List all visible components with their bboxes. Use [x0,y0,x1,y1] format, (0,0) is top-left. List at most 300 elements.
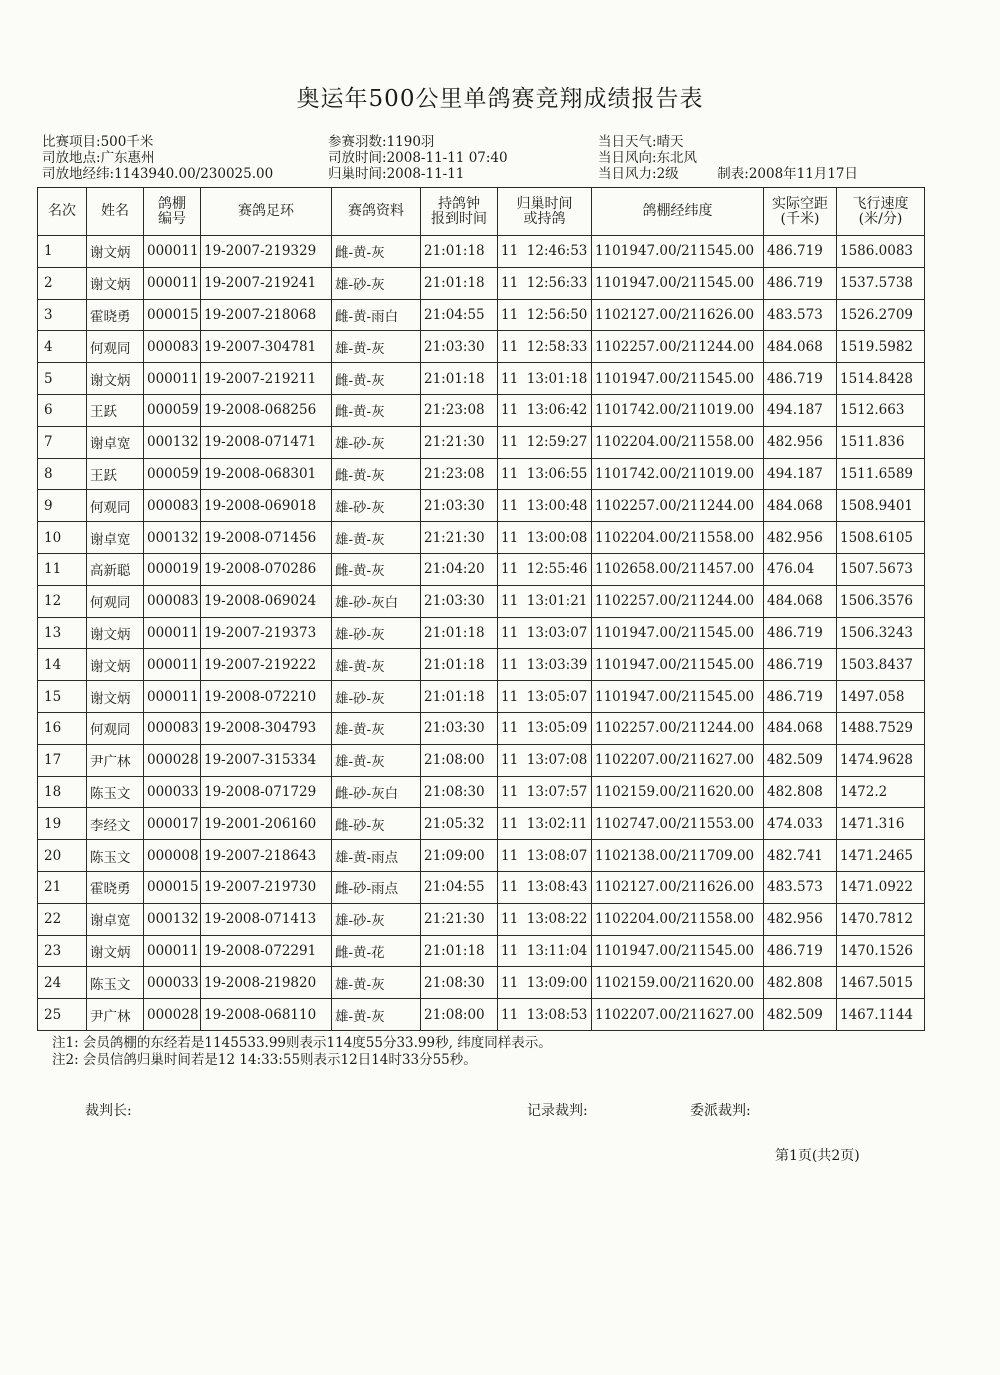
cell-rank: 21 [38,871,87,903]
header-loft-line1: 鸽棚 [158,195,186,212]
cell-clock-time: 21:03:30 [421,331,498,363]
cell-description: 雄-砂-灰 [332,426,421,458]
info-project-label: 比赛项目: [42,134,101,150]
table-row [38,267,925,299]
info-project [42,134,153,150]
cell-speed: 1472.2 [837,776,925,808]
cell-distance: 482.956 [764,522,837,554]
cell-return-time: 11 13:03:39 [498,649,592,681]
cell-clock-time: 21:05:32 [421,808,498,840]
cell-clock-time: 21:01:18 [421,681,498,713]
cell-ring: 19-2007-219222 [201,649,332,681]
cell-loft-number: 000059 [144,458,201,490]
cell-coordinates: 1101947.00/211545.00 [592,363,764,395]
cell-return-time: 11 13:07:57 [498,776,592,808]
cell-return-time: 11 13:00:48 [498,490,592,522]
cell-ring: 19-2008-068110 [201,999,332,1031]
cell-distance: 494.187 [764,458,837,490]
header-distance-line1: 实际空距 [772,195,828,212]
cell-speed: 1497.058 [837,681,925,713]
header-loft-line2: 编号 [158,210,186,227]
cell-description: 雌-黄-灰 [332,458,421,490]
cell-distance: 486.719 [764,236,837,268]
cell-coordinates: 1102127.00/211626.00 [592,871,764,903]
table-row [38,363,925,395]
cell-description: 雄-砂-灰 [332,903,421,935]
cell-name: 谢卓宽 [87,903,144,935]
table-row [38,426,925,458]
cell-name: 李经文 [87,808,144,840]
cell-clock-time: 21:21:30 [421,426,498,458]
cell-coordinates: 1102207.00/211627.00 [592,999,764,1031]
cell-description: 雄-砂-灰白 [332,585,421,617]
table-row [38,649,925,681]
cell-name: 霍晓勇 [87,299,144,331]
cell-name: 谢文炳 [87,236,144,268]
cell-loft-number: 000011 [144,267,201,299]
cell-speed: 1506.3576 [837,585,925,617]
cell-coordinates: 1102257.00/211244.00 [592,712,764,744]
cell-coordinates: 1102127.00/211626.00 [592,299,764,331]
table-row [38,458,925,490]
cell-rank: 7 [38,426,87,458]
cell-ring: 19-2007-218068 [201,299,332,331]
info-winddir-value: 东北风 [656,150,698,166]
cell-description: 雄-黄-灰 [332,331,421,363]
cell-loft-number: 000015 [144,299,201,331]
cell-clock-time: 21:08:00 [421,744,498,776]
header-distance-line2: (千米) [780,210,820,227]
table-row [38,394,925,426]
cell-description: 雄-砂-灰 [332,617,421,649]
cell-coordinates: 1101947.00/211545.00 [592,935,764,967]
cell-clock-time: 21:08:00 [421,999,498,1031]
cell-description: 雄-砂-灰 [332,267,421,299]
cell-rank: 4 [38,331,87,363]
cell-name: 谢文炳 [87,617,144,649]
cell-return-time: 11 13:03:07 [498,617,592,649]
cell-rank: 11 [38,553,87,585]
note-2: 注2: 会员信鸽归巢时间若是12 14:33:55则表示12日14时33分55秒。 [52,1052,477,1068]
cell-description: 雄-砂-灰 [332,681,421,713]
cell-ring: 19-2008-072291 [201,935,332,967]
cell-rank: 10 [38,522,87,554]
cell-rank: 19 [38,808,87,840]
header-name: 姓名 [87,188,144,236]
table-row [38,617,925,649]
info-weather-label: 当日天气: [598,134,657,150]
cell-distance: 486.719 [764,681,837,713]
info-weather [598,134,684,150]
info-release [328,150,508,166]
cell-description: 雄-砂-灰 [332,490,421,522]
cell-rank: 13 [38,617,87,649]
cell-speed: 1512.663 [837,394,925,426]
cell-loft-number: 000017 [144,808,201,840]
cell-loft-number: 000028 [144,999,201,1031]
cell-coordinates: 1102257.00/211244.00 [592,585,764,617]
cell-speed: 1508.6105 [837,522,925,554]
cell-rank: 6 [38,394,87,426]
info-coord-value: 1143940.00/230025.00 [114,166,274,182]
cell-clock-time: 21:01:18 [421,935,498,967]
table-row [38,935,925,967]
cell-rank: 1 [38,236,87,268]
table-row [38,490,925,522]
cell-rank: 22 [38,903,87,935]
cell-speed: 1467.5015 [837,967,925,999]
cell-distance: 482.509 [764,999,837,1031]
info-count-value: 1190羽 [386,134,435,150]
cell-description: 雄-黄-灰 [332,649,421,681]
cell-return-time: 11 13:08:07 [498,840,592,872]
cell-description: 雄-黄-灰 [332,712,421,744]
cell-loft-number: 000083 [144,331,201,363]
cell-distance: 486.719 [764,649,837,681]
cell-rank: 8 [38,458,87,490]
cell-name: 谢文炳 [87,649,144,681]
cell-return-time: 11 13:01:18 [498,363,592,395]
table-row [38,967,925,999]
header-return-line1: 归巢时间 [516,195,573,212]
cell-distance: 486.719 [764,363,837,395]
cell-return-time: 11 12:46:53 [498,236,592,268]
cell-speed: 1471.0922 [837,871,925,903]
cell-rank: 15 [38,681,87,713]
cell-speed: 1471.2465 [837,840,925,872]
header-ring: 赛鸽足环 [201,188,332,236]
cell-return-time: 11 13:06:42 [498,394,592,426]
cell-ring: 19-2008-219820 [201,967,332,999]
cell-rank: 5 [38,363,87,395]
info-count-label: 参赛羽数: [328,134,387,150]
cell-coordinates: 1101947.00/211545.00 [592,649,764,681]
note-1: 注1: 会员鸽棚的东经若是1145533.99则表示114度55分33.99秒, 纬度同样表示。 [52,1035,552,1051]
info-winddir-label: 当日风向: [598,150,657,166]
cell-coordinates: 1102204.00/211558.00 [592,522,764,554]
cell-return-time: 11 13:08:43 [498,871,592,903]
results-table [37,187,925,1031]
cell-ring: 19-2007-219241 [201,267,332,299]
cell-name: 何观同 [87,585,144,617]
cell-rank: 23 [38,935,87,967]
cell-ring: 19-2007-219329 [201,236,332,268]
cell-loft-number: 000015 [144,871,201,903]
cell-speed: 1586.0083 [837,236,925,268]
cell-rank: 16 [38,712,87,744]
cell-loft-number: 000011 [144,935,201,967]
cell-rank: 18 [38,776,87,808]
cell-loft-number: 000019 [144,553,201,585]
cell-clock-time: 21:01:18 [421,363,498,395]
cell-distance: 484.068 [764,585,837,617]
cell-name: 谢卓宽 [87,522,144,554]
cell-loft-number: 000083 [144,585,201,617]
cell-speed: 1511.6589 [837,458,925,490]
cell-ring: 19-2008-070286 [201,553,332,585]
info-place [42,150,155,166]
cell-clock-time: 21:09:00 [421,840,498,872]
cell-speed: 1508.9401 [837,490,925,522]
cell-coordinates: 1101742.00/211019.00 [592,458,764,490]
info-project-value: 500千米 [100,134,154,150]
cell-speed: 1506.3243 [837,617,925,649]
table-row [38,871,925,903]
cell-distance: 482.956 [764,426,837,458]
cell-coordinates: 1102159.00/211620.00 [592,776,764,808]
cell-coordinates: 1101742.00/211019.00 [592,394,764,426]
cell-return-time: 11 12:56:33 [498,267,592,299]
page-number: 第1页(共2页) [775,1148,860,1164]
table-row [38,681,925,713]
cell-return-time: 11 13:08:53 [498,999,592,1031]
cell-ring: 19-2008-304793 [201,712,332,744]
cell-ring: 19-2008-068301 [201,458,332,490]
header-speed-line1: 飞行速度 [852,195,909,212]
header-return-line2: 或持鸽 [523,210,566,227]
cell-name: 陈玉文 [87,840,144,872]
cell-description: 雌-黄-灰 [332,236,421,268]
header-distance [764,188,837,236]
info-count [328,134,434,150]
cell-name: 何观同 [87,490,144,522]
header-speed-line2: (米/分) [858,210,903,227]
cell-clock-time: 21:23:08 [421,458,498,490]
cell-description: 雄-黄-灰 [332,999,421,1031]
cell-clock-time: 21:04:20 [421,553,498,585]
cell-description: 雌-黄-花 [332,935,421,967]
cell-loft-number: 000132 [144,903,201,935]
cell-name: 王跃 [87,394,144,426]
cell-return-time: 11 12:58:33 [498,331,592,363]
cell-coordinates: 1102658.00/211457.00 [592,553,764,585]
header-clock [421,188,498,236]
info-weather-value: 晴天 [656,134,684,150]
table-row [38,522,925,554]
cell-loft-number: 000011 [144,617,201,649]
cell-name: 尹广林 [87,744,144,776]
cell-ring: 19-2008-071413 [201,903,332,935]
cell-speed: 1488.7529 [837,712,925,744]
info-release-value: 2008-11-11 07:40 [386,150,508,166]
table-row [38,744,925,776]
cell-return-time: 11 13:00:08 [498,522,592,554]
cell-name: 谢卓宽 [87,426,144,458]
cell-distance: 484.068 [764,331,837,363]
info-windforce [598,166,858,182]
info-place-label: 司放地点: [42,150,101,166]
report-title: 奥运年500公里单鸽赛竞翔成绩报告表 [296,86,704,112]
table-header-row [38,188,925,236]
cell-ring: 19-2007-218643 [201,840,332,872]
info-made-value: 2008年11月17日 [748,166,859,182]
cell-distance: 486.719 [764,935,837,967]
cell-name: 何观同 [87,331,144,363]
cell-speed: 1511.836 [837,426,925,458]
cell-return-time: 11 12:56:50 [498,299,592,331]
cell-ring: 19-2001-206160 [201,808,332,840]
cell-ring: 19-2008-071471 [201,426,332,458]
cell-rank: 20 [38,840,87,872]
header-speed [837,188,925,236]
cell-loft-number: 000033 [144,776,201,808]
header-clock-line2: 报到时间 [431,210,487,227]
cell-speed: 1519.5982 [837,331,925,363]
cell-clock-time: 21:21:30 [421,522,498,554]
cell-loft-number: 000011 [144,363,201,395]
cell-return-time: 11 12:55:46 [498,553,592,585]
header-return [498,188,592,236]
cell-loft-number: 000011 [144,236,201,268]
table-row [38,331,925,363]
cell-return-time: 11 13:06:55 [498,458,592,490]
notes [52,1035,552,1069]
cell-rank: 2 [38,267,87,299]
cell-description: 雄-黄-灰 [332,522,421,554]
cell-ring: 19-2007-219211 [201,363,332,395]
cell-speed: 1514.8428 [837,363,925,395]
cell-name: 谢文炳 [87,363,144,395]
cell-speed: 1467.1144 [837,999,925,1031]
cell-distance: 476.04 [764,553,837,585]
cell-description: 雄-黄-灰 [332,744,421,776]
cell-speed: 1474.9628 [837,744,925,776]
cell-coordinates: 1102257.00/211244.00 [592,331,764,363]
cell-ring: 19-2007-304781 [201,331,332,363]
info-winddir [598,150,697,166]
cell-name: 谢文炳 [87,267,144,299]
cell-ring: 19-2008-071729 [201,776,332,808]
cell-clock-time: 21:04:55 [421,299,498,331]
cell-distance: 486.719 [764,617,837,649]
header-loft [144,188,201,236]
cell-distance: 482.808 [764,967,837,999]
cell-description: 雌-砂-灰 [332,808,421,840]
cell-loft-number: 000132 [144,426,201,458]
cell-loft-number: 000132 [144,522,201,554]
info-release-label: 司放时间: [328,150,387,166]
cell-description: 雄-黄-灰 [332,967,421,999]
cell-name: 谢文炳 [87,681,144,713]
table-row [38,999,925,1031]
cell-coordinates: 1101947.00/211545.00 [592,617,764,649]
cell-distance: 482.509 [764,744,837,776]
cell-name: 霍晓勇 [87,871,144,903]
cell-loft-number: 000008 [144,840,201,872]
cell-rank: 25 [38,999,87,1031]
table-row [38,903,925,935]
info-made-label: 制表: [717,166,749,182]
cell-return-time: 11 13:08:22 [498,903,592,935]
header-rank: 名次 [38,188,87,236]
cell-coordinates: 1102207.00/211627.00 [592,744,764,776]
cell-return-time: 11 13:11:04 [498,935,592,967]
cell-ring: 19-2008-069024 [201,585,332,617]
signature-chief: 裁判长: [85,1103,132,1119]
cell-clock-time: 21:01:18 [421,267,498,299]
cell-description: 雌-砂-雨点 [332,871,421,903]
cell-coordinates: 1102159.00/211620.00 [592,967,764,999]
cell-speed: 1526.2709 [837,299,925,331]
cell-ring: 19-2008-069018 [201,490,332,522]
cell-description: 雌-黄-灰 [332,394,421,426]
cell-clock-time: 21:03:30 [421,712,498,744]
cell-description: 雌-砂-灰白 [332,776,421,808]
cell-description: 雌-黄-灰 [332,553,421,585]
cell-return-time: 11 12:59:27 [498,426,592,458]
cell-distance: 482.956 [764,903,837,935]
table-row [38,712,925,744]
cell-name: 陈玉文 [87,776,144,808]
cell-rank: 14 [38,649,87,681]
table-row [38,236,925,268]
info-return [328,166,464,182]
cell-return-time: 11 13:01:21 [498,585,592,617]
table-row [38,776,925,808]
table-row [38,299,925,331]
cell-rank: 9 [38,490,87,522]
cell-return-time: 11 13:05:09 [498,712,592,744]
cell-description: 雄-黄-雨点 [332,840,421,872]
cell-ring: 19-2008-071456 [201,522,332,554]
cell-return-time: 11 13:02:11 [498,808,592,840]
cell-loft-number: 000033 [144,967,201,999]
cell-rank: 17 [38,744,87,776]
cell-clock-time: 21:01:18 [421,236,498,268]
cell-distance: 482.741 [764,840,837,872]
info-place-value: 广东惠州 [100,150,155,166]
signature-recorder: 记录裁判: [527,1103,588,1119]
cell-speed: 1470.7812 [837,903,925,935]
cell-distance: 484.068 [764,712,837,744]
cell-name: 王跃 [87,458,144,490]
cell-speed: 1471.316 [837,808,925,840]
info-return-label: 归巢时间: [328,166,387,182]
cell-clock-time: 21:01:18 [421,617,498,649]
cell-clock-time: 21:03:30 [421,585,498,617]
cell-rank: 12 [38,585,87,617]
cell-coordinates: 1101947.00/211545.00 [592,267,764,299]
cell-loft-number: 000083 [144,712,201,744]
cell-coordinates: 1101947.00/211545.00 [592,236,764,268]
info-coord-label: 司放地经纬: [42,166,115,182]
cell-distance: 474.033 [764,808,837,840]
cell-coordinates: 1102257.00/211244.00 [592,490,764,522]
cell-distance: 482.808 [764,776,837,808]
cell-clock-time: 21:08:30 [421,776,498,808]
cell-ring: 19-2007-219373 [201,617,332,649]
cell-distance: 483.573 [764,299,837,331]
cell-speed: 1537.5738 [837,267,925,299]
cell-coordinates: 1101947.00/211545.00 [592,681,764,713]
cell-clock-time: 21:08:30 [421,967,498,999]
cell-ring: 19-2008-068256 [201,394,332,426]
cell-name: 尹广林 [87,999,144,1031]
cell-ring: 19-2008-072210 [201,681,332,713]
cell-name: 何观同 [87,712,144,744]
cell-speed: 1507.5673 [837,553,925,585]
cell-return-time: 11 13:07:08 [498,744,592,776]
cell-coordinates: 1102204.00/211558.00 [592,903,764,935]
header-desc: 赛鸽资料 [332,188,421,236]
table-row [38,553,925,585]
cell-coordinates: 1102747.00/211553.00 [592,808,764,840]
table-row [38,840,925,872]
cell-ring: 19-2007-219730 [201,871,332,903]
table-body [38,236,925,1031]
cell-name: 陈玉文 [87,967,144,999]
info-windforce-label: 当日风力: [598,166,657,182]
